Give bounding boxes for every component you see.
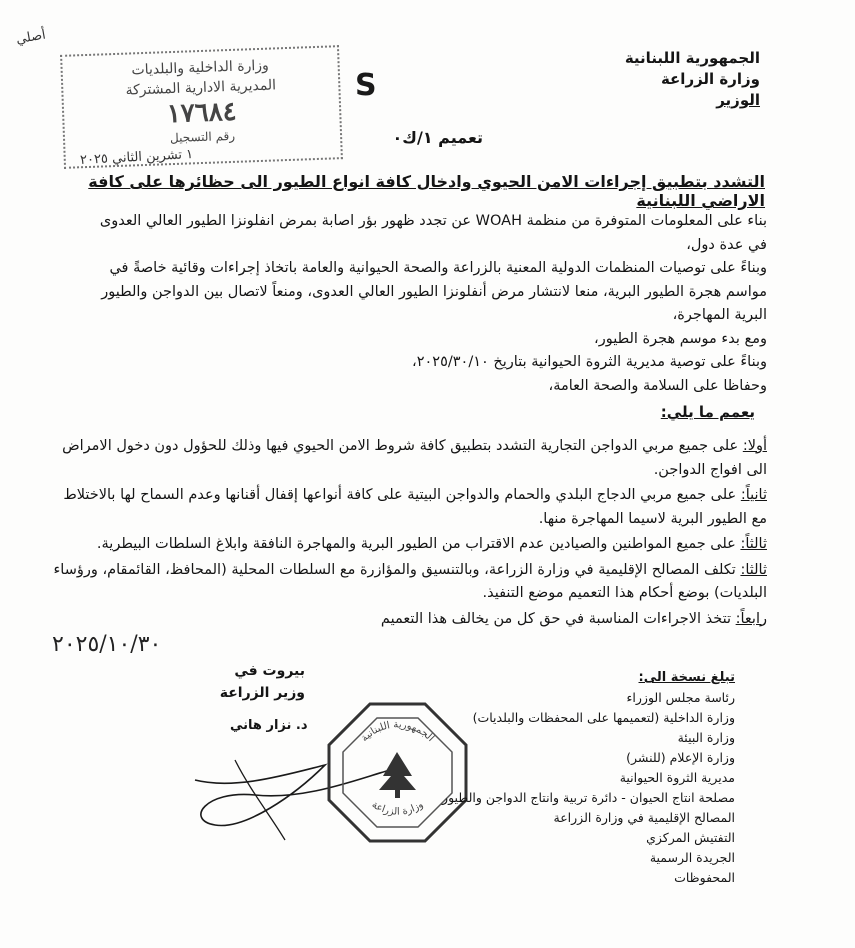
clause [47, 484, 767, 531]
cc-title: تبلغ نسخة الى: [638, 670, 735, 685]
preamble-paragraph: وحفاظا على السلامة والصحة العامة، [548, 377, 767, 394]
signatory-name: د. نزار هاني [230, 718, 308, 733]
seal-outer-text: الجمهورية اللبنانية [359, 719, 436, 744]
minister-label: الوزير [716, 91, 760, 109]
cc-recipient: مصلحة انتاج الحيوان - دائرة تربية وانتاج الدواجن والطيور [442, 790, 735, 805]
registry-stamp-line4: رقم التسجيل [169, 128, 236, 146]
decides-heading: يعمم ما يلي: [660, 403, 755, 421]
registry-stamp-line2: المديرية الادارية المشتركة [125, 77, 277, 99]
clause-text: تتخذ الاجراءات المناسبة في حق كل من يخالف هذا التعميم [380, 610, 732, 627]
seal-inner-text: وزارة الزراعة [369, 799, 426, 818]
svg-text:وزارة الزراعة [370, 799, 426, 817]
registry-number: ١٧٦٨٤ [166, 96, 238, 130]
classification-mark: S [355, 68, 377, 103]
letterhead [560, 48, 760, 111]
clause-text: على جميع مربي الدجاج البلدي والحمام والدواجن البيتية على كافة أنواعها إقفال أقنانها وعدم السماح لها بالاختلاط مع الطيور البرية لاسيما المهاجرة منها. [63, 487, 767, 527]
cc-recipient: رئاسة مجلس الوزراء [626, 690, 735, 705]
clause [47, 559, 767, 606]
cc-recipient: المحفوظات [674, 870, 735, 885]
republic-name: الجمهورية اللبنانية [624, 49, 760, 67]
registry-stamp [60, 45, 343, 169]
cc-recipient: وزارة البيئة [677, 730, 735, 745]
svg-text:الجمهورية اللبنانية [359, 719, 436, 744]
cc-recipient: الجريدة الرسمية [649, 850, 735, 865]
sign-title: وزير الزراعة [219, 685, 305, 701]
cc-recipient: التفتيش المركزي [646, 830, 735, 845]
clause [47, 435, 767, 482]
cc-recipient: مديرية الثروة الحيوانية [619, 770, 735, 785]
preamble-paragraph: ومع بدء موسم هجرة الطيور، [594, 330, 767, 347]
cc-list [435, 668, 735, 888]
handwritten-date: ٢٠٢٥/١٠/٣٠ [52, 632, 162, 657]
preamble-paragraph: وبناءً على توصيات المنظمات الدولية المعنية بالزراعة والصحة الحيوانية والعامة باتخاذ إجراءات وقائية خاصةً في مواسم هجرة الطيور البرية، منعا لانتشار مرض أنفلونزا الطيور العالي العدوى، ومنعاً لاتصال بين الدواجن والطيور البرية المهاجرة، [101, 260, 767, 323]
signature-block [205, 660, 305, 704]
preamble-paragraph: وبناءً على توصية مديرية الثروة الحيوانية بتاريخ ٢٠٢٥/٣٠/١٠، [412, 354, 767, 370]
clause-label: رابعاً: [735, 610, 767, 627]
clause-text: تكلف المصالح الإقليمية في وزارة الزراعة، وبالتنسيق والمؤازرة مع السلطات المحلية (المحافظ، القائمقام، ورؤساء البلديات) بوضع أحكام هذا التعميم موضع التنفيذ. [53, 561, 767, 601]
clause-label: ثالثاً: [740, 536, 767, 552]
clause-label: أولا: [742, 438, 767, 454]
clauses-list [47, 435, 767, 633]
subject-line: التشدد بتطبيق إجراءات الامن الحيوي وادخال كافة انواع الطيور الى حظائرها على كافة الاراضي اللبنانية [88, 172, 765, 210]
clause [47, 533, 767, 557]
clause [47, 608, 767, 632]
cc-recipient: وزارة الإعلام (للنشر) [626, 750, 735, 765]
handwritten-top-date: ١ تشرين الثاني ٢٠٢٥ [79, 147, 194, 168]
preamble [87, 210, 767, 398]
sign-place: بيروت في [234, 663, 305, 679]
circular-number: تعميم ١/ك٠ [392, 128, 483, 147]
cedar-icon [379, 752, 416, 798]
clause-label: ثالثا: [740, 561, 767, 578]
cc-recipient: وزارة الداخلية (لتعميمها على المحفظات والبلديات) [472, 710, 735, 725]
preamble-paragraph: بناء على المعلومات المتوفرة من منظمة WOAH عن تجدد ظهور بؤر اصابة بمرض انفلونزا الطيور العالي العدوى في عدة دول، [99, 213, 767, 253]
cc-recipient: المصالح الإقليمية في وزارة الزراعة [553, 810, 735, 825]
clause-label: ثانياً: [740, 487, 767, 503]
clause-text: على جميع المواطنين والصيادين عدم الاقتراب من الطيور البرية والمهاجرة النافقة وابلاغ السلطات البيطرية. [96, 536, 736, 552]
corner-handwritten-mark: أصلي [14, 27, 47, 48]
ministry-name: وزارة الزراعة [660, 70, 760, 88]
clause-text: على جميع مربي الدواجن التجارية التشدد بتطبيق كافة شروط الامن الحيوي فيها وذلك للحؤول دون دخول الامراض الى افواج الدواجن. [62, 438, 767, 478]
registry-stamp-line1: وزارة الداخلية والبلديات [131, 57, 270, 79]
